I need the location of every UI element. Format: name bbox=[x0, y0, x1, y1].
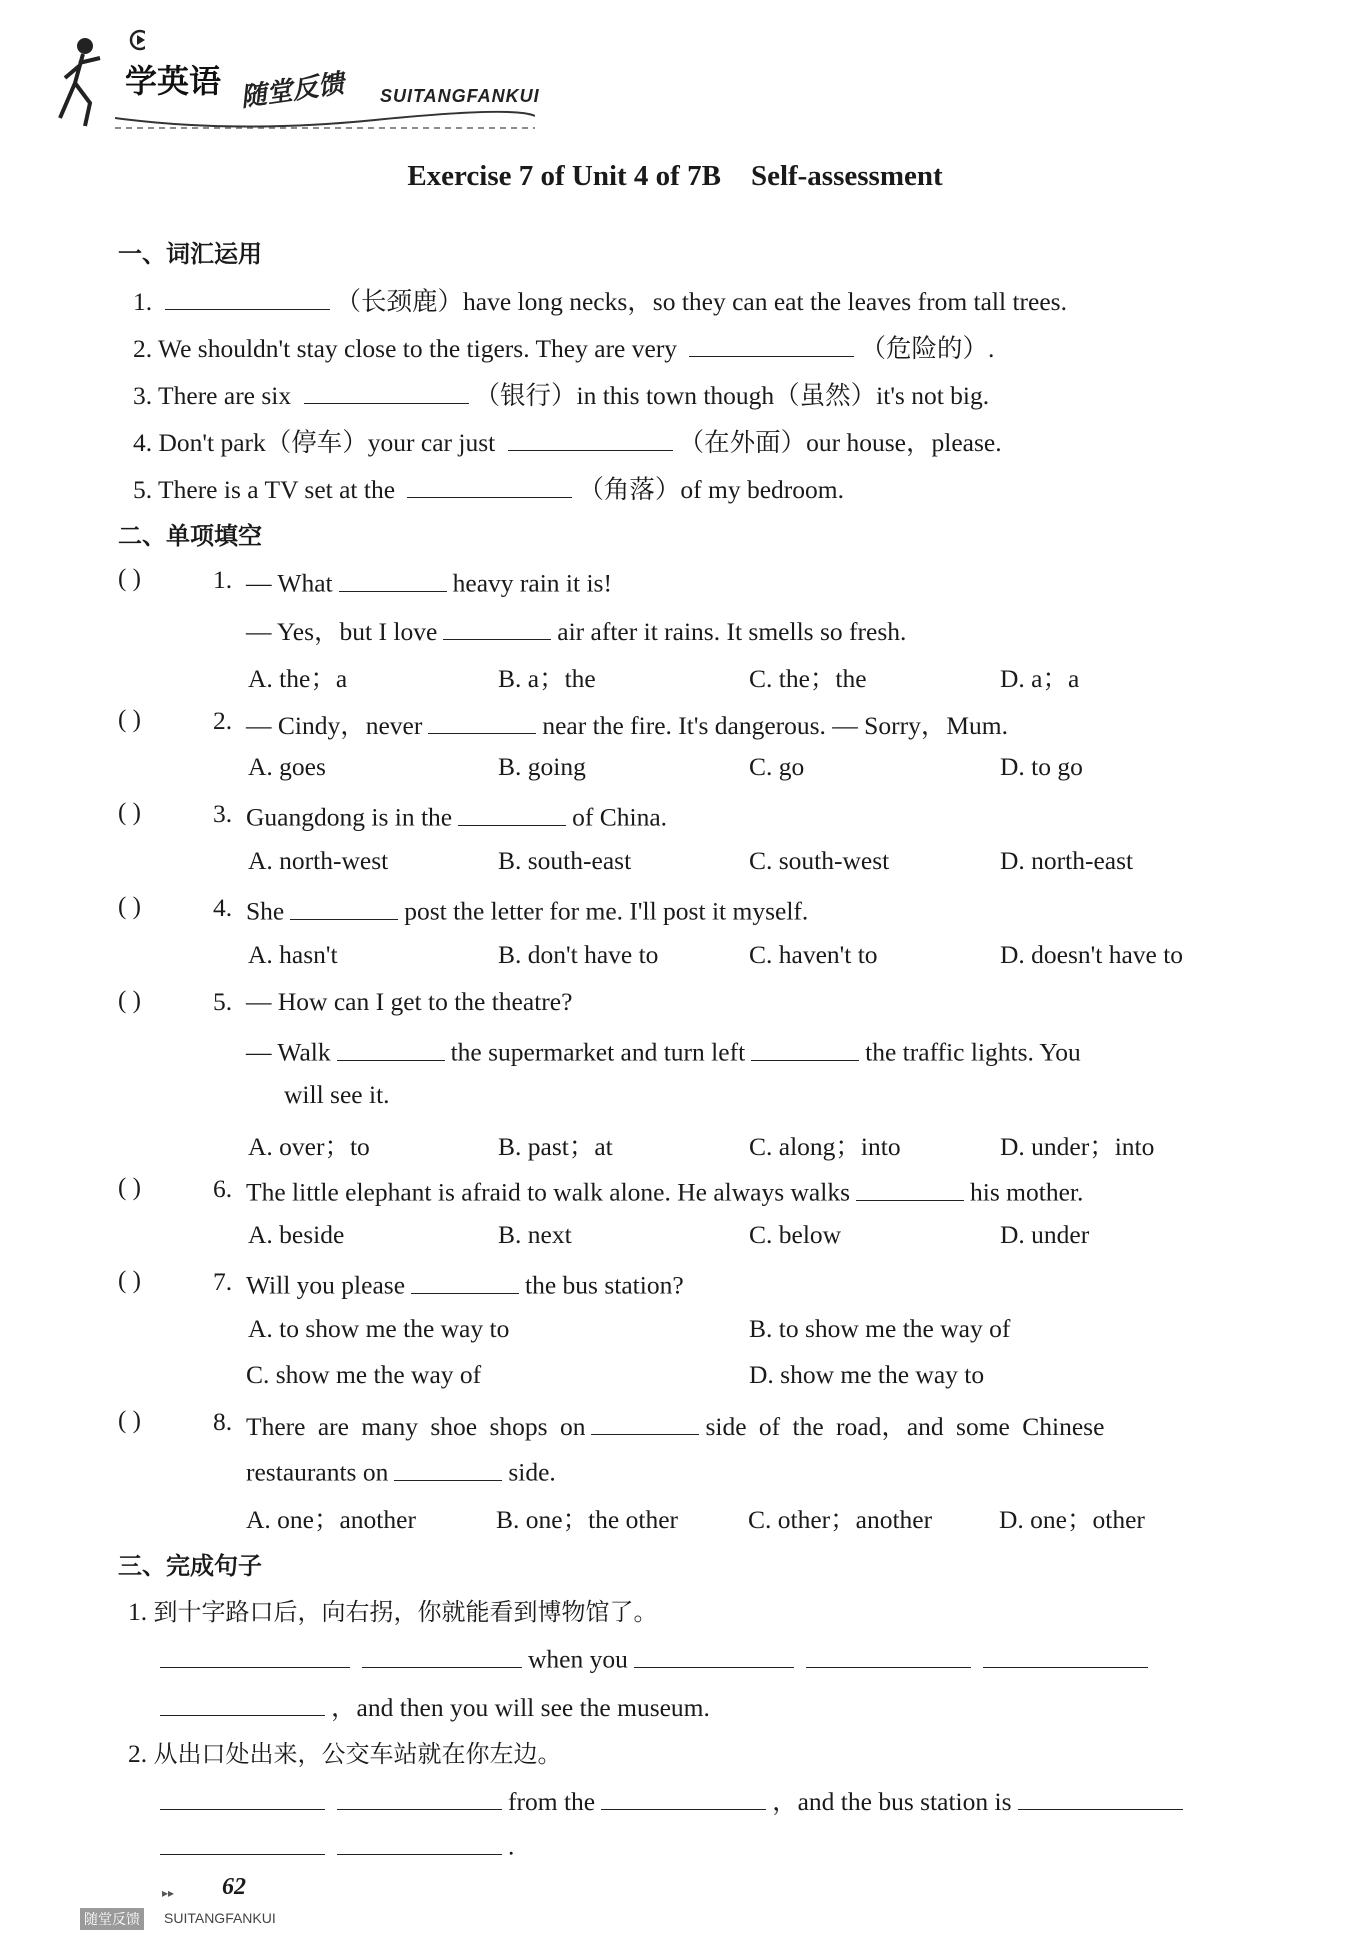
answer-blank[interactable] bbox=[856, 1174, 964, 1201]
mc-q5-line3: will see it. bbox=[284, 1080, 390, 1109]
option-a[interactable]: A. one；another bbox=[246, 1505, 416, 1534]
option-c[interactable]: C. haven't to bbox=[749, 940, 878, 969]
option-c[interactable]: C. below bbox=[749, 1220, 842, 1249]
option-c[interactable]: C. the；the bbox=[749, 664, 867, 693]
answer-blank[interactable] bbox=[339, 565, 447, 592]
footer-tag-en: SUITANGFANKUI bbox=[164, 1910, 276, 1926]
answer-blank[interactable] bbox=[290, 893, 398, 920]
complete-q2-prompt: 2. 从出口处出来，公交车站就在你左边。 bbox=[128, 1739, 562, 1768]
option-b[interactable]: B. south-east bbox=[498, 846, 632, 875]
option-d[interactable]: D. doesn't have to bbox=[1000, 940, 1184, 969]
option-a[interactable]: A. the；a bbox=[248, 664, 348, 693]
mc-q1-line1: — What heavy rain it is! bbox=[246, 565, 612, 599]
option-d[interactable]: D. north-east bbox=[1000, 846, 1134, 875]
option-d[interactable]: D. under bbox=[1000, 1220, 1090, 1249]
option-c[interactable]: C. go bbox=[749, 752, 805, 781]
answer-blank[interactable] bbox=[411, 1267, 519, 1294]
answer-paren[interactable]: ( ) bbox=[118, 799, 141, 826]
question-number: 6. bbox=[213, 1174, 233, 1203]
answer-blank[interactable] bbox=[601, 1784, 766, 1811]
mc-q4-line1: She post the letter for me. I'll post it myself. bbox=[246, 893, 808, 927]
mc-q8-line1: There are many shoe shops on side of the road，and some Chinese bbox=[246, 1407, 1104, 1443]
option-a[interactable]: A. beside bbox=[248, 1220, 345, 1249]
answer-blank[interactable] bbox=[160, 1828, 325, 1855]
logo-text-cn2: 随堂反馈 bbox=[238, 68, 346, 114]
answer-paren[interactable]: ( ) bbox=[118, 565, 141, 592]
option-a[interactable]: A. hasn't bbox=[248, 940, 338, 969]
page-footer bbox=[80, 1872, 380, 1932]
vocab-item-4: 4. Don't park（停车）your car just （在外面）our house，please. bbox=[133, 423, 1002, 459]
answer-blank[interactable] bbox=[591, 1409, 699, 1436]
option-b[interactable]: B. going bbox=[498, 752, 586, 781]
answer-blank[interactable] bbox=[337, 1034, 445, 1061]
option-b[interactable]: B. past；at bbox=[498, 1132, 613, 1161]
page-number: 62 bbox=[222, 1874, 246, 1900]
option-c[interactable]: C. along；into bbox=[749, 1132, 901, 1161]
answer-paren[interactable]: ( ) bbox=[118, 1407, 141, 1434]
answer-blank[interactable] bbox=[428, 708, 536, 735]
page-title bbox=[0, 160, 1350, 193]
question-number: 3. bbox=[213, 799, 233, 828]
option-c[interactable]: C. show me the way of bbox=[246, 1360, 482, 1389]
option-a[interactable]: A. goes bbox=[248, 752, 326, 781]
section-heading-mc: 二、单项填空 bbox=[118, 522, 262, 550]
publisher-logo bbox=[55, 28, 555, 128]
logo-text-en: SUITANGFANKUI bbox=[380, 86, 540, 106]
option-b[interactable]: B. don't have to bbox=[498, 940, 659, 969]
option-c[interactable]: C. other；another bbox=[748, 1505, 933, 1534]
logo-swoosh bbox=[115, 106, 535, 136]
option-d[interactable]: D. one；other bbox=[999, 1505, 1145, 1534]
title-exercise: Exercise 7 of Unit 4 of 7B bbox=[407, 160, 721, 192]
mc-q3-line1: Guangdong is in the of China. bbox=[246, 799, 667, 833]
option-b[interactable]: B. to show me the way of bbox=[749, 1314, 1011, 1343]
question-number: 7. bbox=[213, 1267, 233, 1296]
answer-blank[interactable] bbox=[165, 284, 330, 311]
vocab-item-3: 3. There are six （银行）in this town though（虽然）it's not big. bbox=[133, 376, 989, 412]
answer-blank[interactable] bbox=[634, 1641, 794, 1668]
mc-q6-line1: The little elephant is afraid to walk alone. He always walks his mother. bbox=[246, 1174, 1083, 1208]
question-number: 2. bbox=[213, 706, 233, 735]
answer-paren[interactable]: ( ) bbox=[118, 706, 141, 733]
vocab-item-2: 2. We shouldn't stay close to the tigers. They are very （危险的）. bbox=[133, 329, 994, 365]
mc-q5-line2: — Walk the supermarket and turn left the traffic lights. You bbox=[246, 1034, 1081, 1068]
mc-q5-line1: — How can I get to the theatre? bbox=[246, 987, 573, 1016]
vocab-item-1: 1. （长颈鹿）have long necks，so they can eat the leaves from tall trees. bbox=[133, 282, 1067, 318]
option-a[interactable]: A. over；to bbox=[248, 1132, 370, 1161]
answer-blank[interactable] bbox=[394, 1454, 502, 1481]
answer-blank[interactable] bbox=[160, 1784, 325, 1811]
arrow-icon: ▸▸ bbox=[162, 1886, 175, 1900]
option-d[interactable]: D. show me the way to bbox=[749, 1360, 985, 1389]
complete-q1-line1: when you bbox=[160, 1641, 1154, 1675]
section-heading-complete: 三、完成句子 bbox=[118, 1552, 262, 1580]
answer-blank[interactable] bbox=[362, 1641, 522, 1668]
option-b[interactable]: B. next bbox=[498, 1220, 572, 1249]
mc-q7-line1: Will you please the bus station? bbox=[246, 1267, 684, 1301]
answer-blank[interactable] bbox=[689, 331, 854, 358]
answer-blank[interactable] bbox=[983, 1641, 1148, 1668]
answer-paren[interactable]: ( ) bbox=[118, 1267, 141, 1294]
answer-blank[interactable] bbox=[458, 799, 566, 826]
answer-blank[interactable] bbox=[751, 1034, 859, 1061]
answer-blank[interactable] bbox=[443, 614, 551, 641]
answer-paren[interactable]: ( ) bbox=[118, 1174, 141, 1201]
option-c[interactable]: C. south-west bbox=[749, 846, 890, 875]
footer-tag: 随堂反馈 bbox=[80, 1908, 144, 1930]
vocab-item-5: 5. There is a TV set at the （角落）of my bedroom. bbox=[133, 470, 844, 506]
complete-q1-prompt: 1. 到十字路口后，向右拐，你就能看到博物馆了。 bbox=[128, 1597, 658, 1626]
answer-blank[interactable] bbox=[337, 1784, 502, 1811]
answer-paren[interactable]: ( ) bbox=[118, 893, 141, 920]
option-d[interactable]: D. under；into bbox=[1000, 1132, 1155, 1161]
title-self-assessment: Self-assessment bbox=[750, 160, 943, 192]
option-b[interactable]: B. a；the bbox=[498, 664, 596, 693]
answer-blank[interactable] bbox=[1018, 1784, 1183, 1811]
complete-q1-line2: ，and then you will see the museum. bbox=[160, 1688, 710, 1724]
option-b[interactable]: B. one；the other bbox=[496, 1505, 678, 1534]
question-number: 4. bbox=[213, 893, 233, 922]
complete-q2-line1: from the ，and the bus station is bbox=[160, 1782, 1189, 1818]
answer-blank[interactable] bbox=[160, 1641, 350, 1668]
question-number: 1. bbox=[213, 565, 233, 594]
mc-q2-line1: — Cindy，never near the fire. It's dangerous. — Sorry，Mum. bbox=[246, 706, 1008, 742]
question-number: 5. bbox=[213, 987, 233, 1016]
mc-q8-line2: restaurants on side. bbox=[246, 1454, 556, 1488]
question-number: 8. bbox=[213, 1407, 233, 1436]
answer-blank[interactable] bbox=[508, 425, 673, 452]
option-a[interactable]: A. to show me the way to bbox=[248, 1314, 510, 1343]
mc-q1-line2: — Yes，but I love air after it rains. It smells so fresh. bbox=[246, 612, 906, 648]
option-d[interactable]: D. a；a bbox=[1000, 664, 1080, 693]
section-heading-vocab: 一、词汇运用 bbox=[118, 240, 262, 268]
answer-blank[interactable] bbox=[160, 1690, 325, 1717]
answer-blank[interactable] bbox=[407, 472, 572, 499]
option-a[interactable]: A. north-west bbox=[248, 846, 389, 875]
answer-blank[interactable] bbox=[337, 1828, 502, 1855]
answer-blank[interactable] bbox=[304, 378, 469, 405]
option-d[interactable]: D. to go bbox=[1000, 752, 1083, 781]
complete-q2-line2: . bbox=[160, 1828, 514, 1862]
answer-paren[interactable]: ( ) bbox=[118, 987, 141, 1014]
logo-text-cn: 学英语 bbox=[125, 62, 222, 100]
answer-blank[interactable] bbox=[806, 1641, 971, 1668]
